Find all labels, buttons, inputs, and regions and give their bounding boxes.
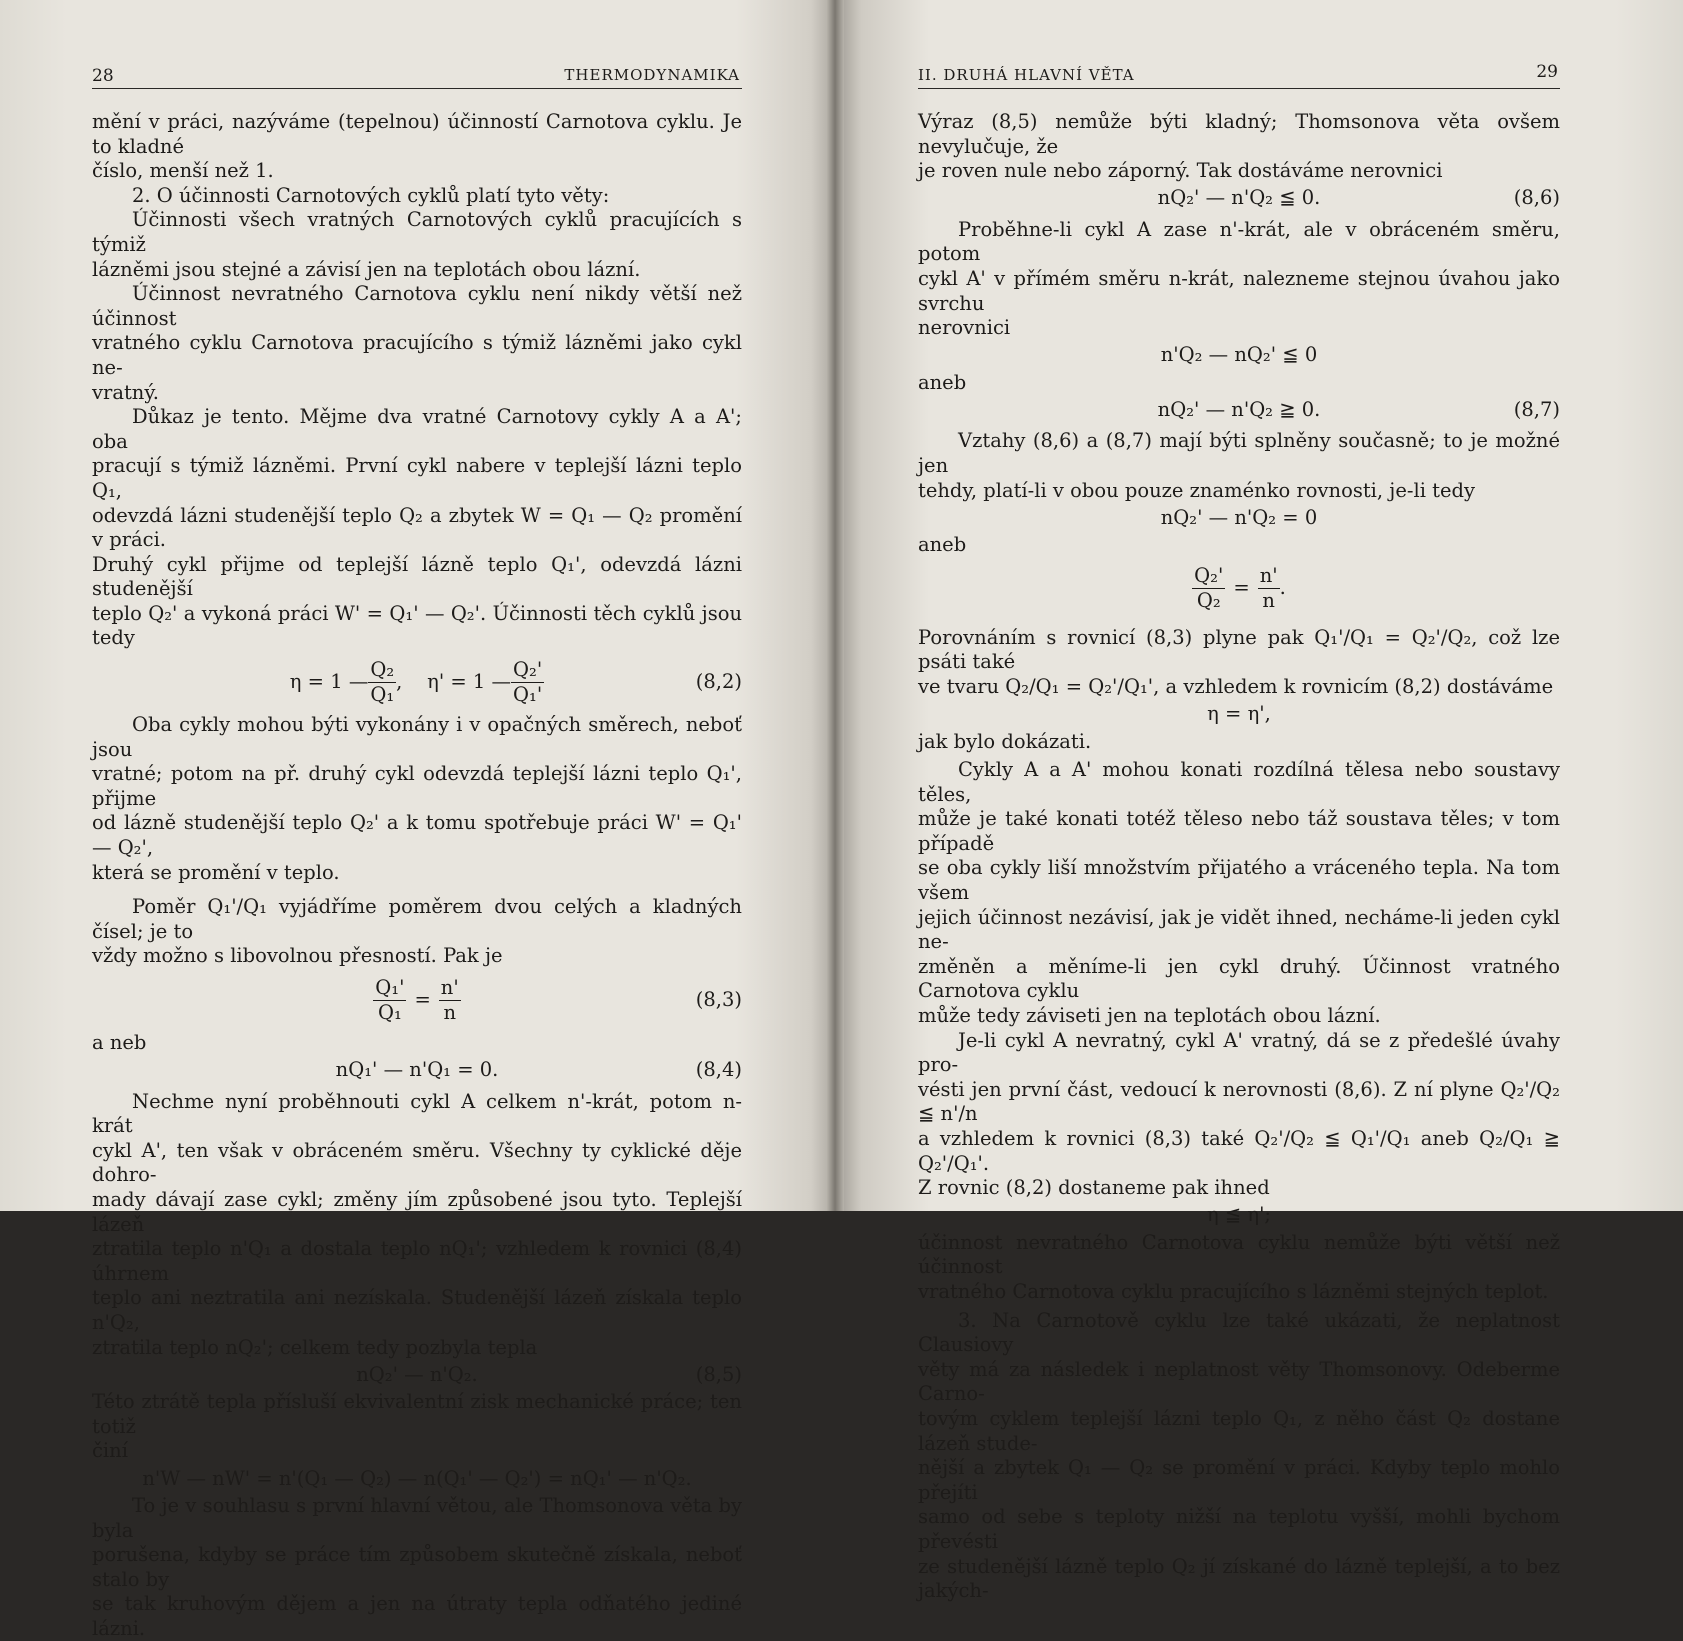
book-gutter (826, 0, 844, 1211)
fraction (1192, 564, 1225, 613)
line: Druhý cykl přijme od teplejší lázně teplo Q₁', odevzdá lázni studenější (92, 552, 742, 601)
eq-text: = (414, 987, 431, 1011)
equation-number: (8,6) (1513, 186, 1560, 210)
line: vratného cyklu Carnotova pracujícího s týmiž lázněmi jako cykl ne- (92, 331, 742, 379)
line: věty má za následek i neplatnost věty Thomsonovy. Odeberme Carno- (918, 1357, 1560, 1406)
equation-8-2 (92, 651, 742, 713)
numerator: n' (1259, 564, 1278, 588)
line: vratný. (92, 380, 159, 404)
line: ztratila teplo n'Q₁ a dostala teplo nQ₁'; vzhledem k rovnici (8,4) úhrnem (92, 1237, 742, 1285)
line: mady dávají zase cykl; změny jím způsobené jsou tyto. Teplejší lázeň (92, 1187, 742, 1236)
equation-8-3 (92, 969, 742, 1031)
line: teplo ani neztratila ani nezískala. Studenější lázeň získala teplo n'Q₂, (92, 1286, 742, 1334)
line: Z rovnic (8,2) dostaneme pak ihned (918, 1176, 1270, 1200)
fraction (368, 658, 396, 707)
line: od lázně studenější teplo Q₂' a k tomu spotřebuje práci W' = Q₁' — Q₂', (92, 811, 742, 860)
equation-8-7 (918, 395, 1560, 425)
line: 2. O účinnosti Carnotových cyklů platí tyto věty: (132, 183, 610, 207)
line: vratné; potom na př. druhý cykl odevzdá teplejší lázni teplo Q₁', přijme (92, 762, 742, 810)
line: a vzhledem k rovnici (8,3) také Q₂'/Q₂ ≦ Q₁'/Q₁ aneb Q₂/Q₁ ≧ Q₂'/Q₁'. (918, 1127, 1560, 1175)
denominator: n (1262, 589, 1275, 613)
line: aneb (918, 370, 967, 394)
line: samo od sebe s teploty nižší na teplotu vyšší, mohli bychom převésti (918, 1505, 1560, 1553)
line: Účinnost nevratného Carnotova cyklu není nikdy větší než účinnost (92, 282, 742, 330)
numerator: Q₂' (1194, 564, 1224, 588)
equation-c (918, 558, 1560, 620)
line: teplo Q₂' a vykoná práci W' = Q₁' — Q₂'. Účinnosti těch cyklů jsou tedy (92, 601, 742, 650)
line: Poměr Q₁'/Q₁ vyjádříme poměrem dvou celých a kladných čísel; je to (92, 895, 742, 943)
fraction (373, 976, 406, 1025)
line: se tak kruhovým dějem a jen na útraty tepla odňatého jediné lázni. (92, 1592, 742, 1640)
eq-text: n'Q₂ — nQ₂' ≦ 0 (1160, 343, 1318, 367)
line: nerovnici (918, 316, 1011, 340)
left-header-rule (92, 88, 742, 89)
equation-work (92, 1464, 742, 1494)
eq-text: n'W — nW' = n'(Q₁ — Q₂) — n(Q₁' — Q₂') = nQ₁' — n'Q₂. (142, 1466, 692, 1490)
line: činí (92, 1439, 128, 1463)
line: vratného Carnotova cyklu pracujícího s lázněmi stejných teplot. (918, 1279, 1549, 1303)
eq-text: η ≦ η'; (1206, 1203, 1272, 1227)
eq-text: , η' = 1 — (396, 669, 512, 693)
line: Nechme nyní proběhnouti cykl A celkem n'-krát, potom n-krát (92, 1089, 742, 1138)
line: Důkaz je tento. Mějme dva vratné Carnotovy cykly A a A'; oba (92, 405, 742, 453)
line: Porovnáním s rovnicí (8,3) plyne pak Q₁'/Q₁ = Q₂'/Q₂, což lze psáti také (918, 625, 1560, 674)
line: změněn a měníme-li jen cykl druhý. Účinnost vratného Carnotova cyklu (918, 954, 1560, 1003)
equation-number: (8,7) (1513, 398, 1560, 422)
equation-number: (8,3) (695, 987, 742, 1011)
denominator: Q₁ (377, 1000, 402, 1024)
line: Proběhne-li cykl A zase n'-krát, ale v obráceném směru, potom (918, 217, 1560, 266)
right-running-head: II. DRUHÁ HLAVNÍ VĚTA (918, 66, 1135, 84)
equation-number: (8,5) (695, 1362, 742, 1386)
denominator: Q₁' (513, 682, 543, 706)
equation-e (918, 1201, 1560, 1231)
line: a neb (92, 1031, 147, 1054)
equation-d (918, 700, 1560, 730)
line: se oba cykly liší množstvím přijatého a vráceného tepla. Na tom všem (918, 856, 1560, 905)
eq-text: nQ₂' — n'Q₂ ≧ 0. (1157, 398, 1321, 422)
eq-text: η = 1 — (289, 669, 369, 693)
line: To je v souhlasu s první hlavní větou, ale Thomsonova věta by byla (92, 1493, 742, 1542)
line: Je-li cykl A nevratný, cykl A' vratný, dá se z předešlé úvahy pro- (918, 1028, 1560, 1077)
equation-8-5 (92, 1360, 742, 1390)
line: číslo, menší než 1. (92, 159, 274, 183)
line: tehdy, platí-li v obou pouze znaménko rovnosti, je-li tedy (918, 478, 1476, 502)
line: tovým cyklem teplejší lázni teplo Q₁, z něho část Q₂ dostane lázeň stude- (918, 1406, 1560, 1455)
fraction (439, 976, 461, 1025)
line: jejich účinnost nezávisí, jak je vidět ihned, necháme-li jeden cykl ne- (918, 905, 1560, 954)
line: Výraz (8,5) nemůže býti kladný; Thomsonova věta ovšem nevylučuje, že (918, 110, 1560, 158)
line: cykl A', ten však v obráceném směru. Všechny ty cyklické děje dohro- (92, 1138, 742, 1187)
denominator: Q₁ (370, 682, 395, 706)
line: cykl A' v přímém směru n-krát, nalezneme stejnou úvahou jako svrchu (918, 266, 1560, 315)
left-running-head: THERMODYNAMIKA (564, 66, 740, 84)
denominator: Q₂ (1196, 589, 1221, 613)
line: Cykly A a A' mohou konati rozdílná tělesa nebo soustavy těles, (918, 758, 1560, 806)
line: lázněmi jsou stejné a závisí jen na teplotách obou lázní. (92, 257, 641, 281)
line: aneb (918, 533, 967, 557)
line: Účinnosti všech vratných Carnotových cyklů pracujících s týmiž (92, 208, 742, 256)
line: ztratila teplo nQ₂'; celkem tedy pozbyla tepla (92, 1335, 538, 1359)
equation-number: (8,4) (695, 1058, 742, 1082)
line: 3. Na Carnotově cyklu lze také ukázati, že neplatnost Clausiovy (918, 1308, 1560, 1357)
left-page-text (92, 110, 742, 1641)
numerator: Q₂ (370, 657, 395, 681)
eq-text: nQ₂' — n'Q₂. (356, 1362, 478, 1386)
line: nější a zbytek Q₁ — Q₂ se promění v práci. Kdyby teplo mohlo přejíti (918, 1456, 1560, 1504)
line: která se promění v teplo. (92, 860, 340, 884)
line: odevzdá lázni studenější teplo Q₂ a zbytek W = Q₁ — Q₂ promění v práci. (92, 503, 742, 552)
right-page-number: 29 (1536, 62, 1558, 82)
eq-text: η = η', (1207, 702, 1271, 726)
line: Vztahy (8,6) a (8,7) mají býti splněny současně; to je možné jen (918, 429, 1560, 477)
line: mění v práci, nazýváme (tepelnou) účinností Carnotova cyklu. Je to kladné (92, 110, 742, 158)
line: vésti jen první část, vedoucí k nerovnosti (8,6). Z ní plyne Q₂'/Q₂ ≦ n'/n (918, 1077, 1560, 1126)
eq-text: nQ₂' — n'Q₂ = 0 (1160, 505, 1318, 529)
right-header-rule (918, 88, 1560, 89)
fraction (1258, 564, 1280, 613)
equation-8-6 (918, 184, 1560, 214)
numerator: Q₂' (513, 657, 543, 681)
equation-a (918, 341, 1560, 371)
numerator: n' (440, 975, 459, 999)
left-page-number: 28 (92, 66, 114, 86)
line: může tedy záviseti jen na teplotách obou lázní. (918, 1004, 1381, 1028)
equation-8-4 (92, 1056, 742, 1086)
line: pracují s týmiž lázněmi. První cykl nabere v teplejší lázni teplo Q₁, (92, 454, 742, 502)
eq-text: nQ₂' — n'Q₂ ≦ 0. (1157, 186, 1321, 210)
line: může je také konati totéž těleso nebo táž soustava těles; v tom případě (918, 807, 1560, 855)
line: ve tvaru Q₂/Q₁ = Q₂'/Q₁', a vzhledem k rovnicím (8,2) dostáváme (918, 674, 1554, 698)
denominator: n (443, 1000, 457, 1024)
equation-b (918, 503, 1560, 533)
equation-number: (8,2) (695, 669, 742, 693)
line: účinnost nevratného Carnotova cyklu nemůže býti větší než účinnost (918, 1230, 1560, 1279)
eq-text: nQ₁' — n'Q₁ = 0. (335, 1058, 499, 1082)
numerator: Q₁' (375, 975, 405, 999)
line: ze studenější lázně teplo Q₂ jí získané do lázně teplejší, a to bez jakých- (918, 1554, 1560, 1603)
line: je roven nule nebo záporný. Tak dostáváme nerovnici (918, 159, 1443, 183)
line: porušena, kdyby se práce tím způsobem skutečně získala, neboť stalo by (92, 1543, 742, 1591)
fraction (511, 658, 544, 707)
eq-text: = (1233, 576, 1250, 600)
eq-text: . (1279, 576, 1286, 600)
right-page-text (918, 110, 1560, 1604)
line: Této ztrátě tepla přísluší ekvivalentní zisk mechanické práce; ten totiž (92, 1390, 742, 1438)
line: jak bylo dokázati. (918, 729, 1092, 753)
line: vždy možno s libovolnou přesností. Pak je (92, 944, 503, 968)
line: Oba cykly mohou býti vykonány i v opačných směrech, neboť jsou (92, 713, 742, 761)
